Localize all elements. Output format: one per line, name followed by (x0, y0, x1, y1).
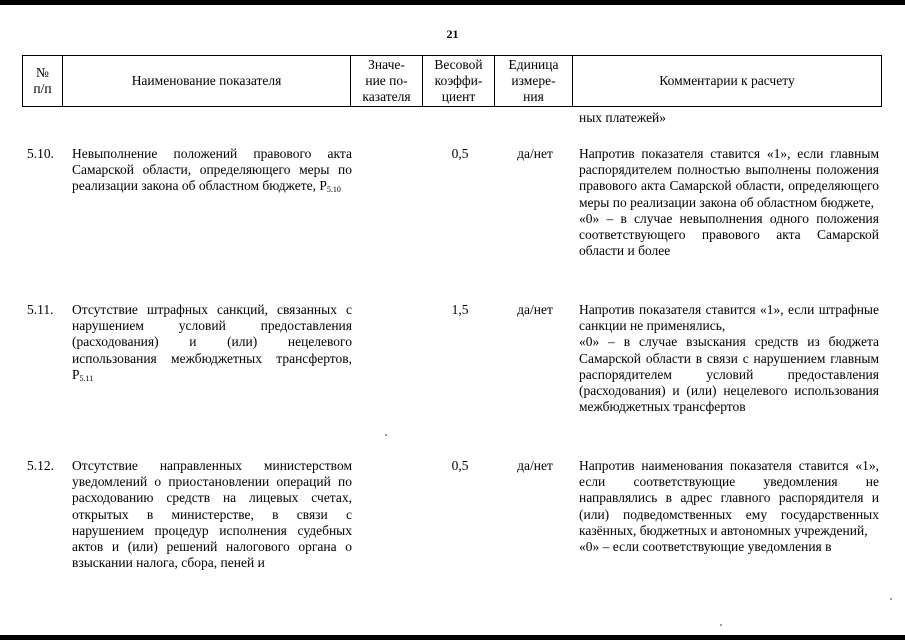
header-value (350, 55, 422, 107)
indicator-symbol-subscript: 5.10 (326, 185, 341, 195)
indicator-name-text: Невыполнение положений правового акта Самарской области, определяющего меры по реализации закона об областном бюджете, (72, 146, 352, 194)
comment-text: Напротив показателя ставится «1», если главным распорядителем полностью выполнены положения правового акта Самарской области, определяющего меры по реализации закона об областном бюджете, «0» – в случае невыполнения одного положения соответствующего правового акта Самарской области и более (579, 146, 879, 259)
weight-value: 1,5 (451, 302, 469, 317)
header-comment (572, 55, 882, 107)
header-name (62, 55, 350, 107)
row-number: 5.11. (27, 302, 54, 317)
indicator-symbol: Р (319, 178, 327, 194)
indicator-name-text: Отсутствие штрафных санкций, связанных с нарушением условий предоставления (расходования) и (или) нецелевого использования межбюджетных трансфертов, (72, 302, 352, 366)
header-unit (494, 55, 572, 107)
indicator-name (72, 146, 352, 195)
row-number: 5.12. (27, 458, 54, 473)
page-number: 21 (446, 27, 459, 41)
weight-value: 0,5 (451, 458, 469, 473)
header-unit-label: Единица измере- ния (508, 57, 559, 104)
unit-value: да/нет (517, 302, 553, 317)
header-num-label: № п/п (33, 65, 52, 96)
bottom-scan-border (0, 635, 905, 640)
weight-value: 0,5 (451, 146, 469, 161)
unit-value: да/нет (517, 146, 553, 161)
header-comment-label: Комментарии к расчету (659, 73, 795, 88)
scan-speck (720, 624, 722, 626)
header-value-label: Значе- ние по- казателя (362, 57, 411, 104)
row-number: 5.10. (27, 146, 54, 161)
header-weight-label: Весовой коэффи- циент (434, 57, 483, 104)
scan-speck (385, 434, 387, 436)
indicator-symbol: Р (72, 366, 80, 382)
comment-continuation: ных платежей» (579, 110, 667, 125)
comment-text: Напротив наименования показателя ставится «1», если соответствующие уведомления не направлялись в адрес главного распорядителя и (или) подведомственных ему государственных казённых, бюджетных и автономных учреждений, «0» – если соответствующие уведомления в (579, 458, 879, 555)
header-num (22, 55, 62, 107)
scan-speck (890, 598, 892, 600)
indicator-symbol-subscript: 5.11 (79, 373, 94, 383)
indicator-name: Отсутствие направленных министерством уведомлений о приостановлении операций по расходованию средств на лицевых счетах, открытых в министерстве, в связи с нарушением процедур исполнения судебных актов и (или) решений налогового органа о взыскании налога, сбора, пеней и (72, 458, 352, 571)
indicator-name (72, 302, 352, 383)
top-scan-border (0, 0, 905, 5)
header-name-label: Наименование показателя (131, 73, 282, 88)
header-weight (422, 55, 494, 107)
unit-value: да/нет (517, 458, 553, 473)
comment-text: Напротив показателя ставится «1», если штрафные санкции не применялись, «0» – в случае взыскания средств из бюджета Самарской области в связи с нарушением главным распорядителем условий предоставления (расходования) и (или) нецелевого использования межбюджетных трансфертов (579, 302, 879, 415)
